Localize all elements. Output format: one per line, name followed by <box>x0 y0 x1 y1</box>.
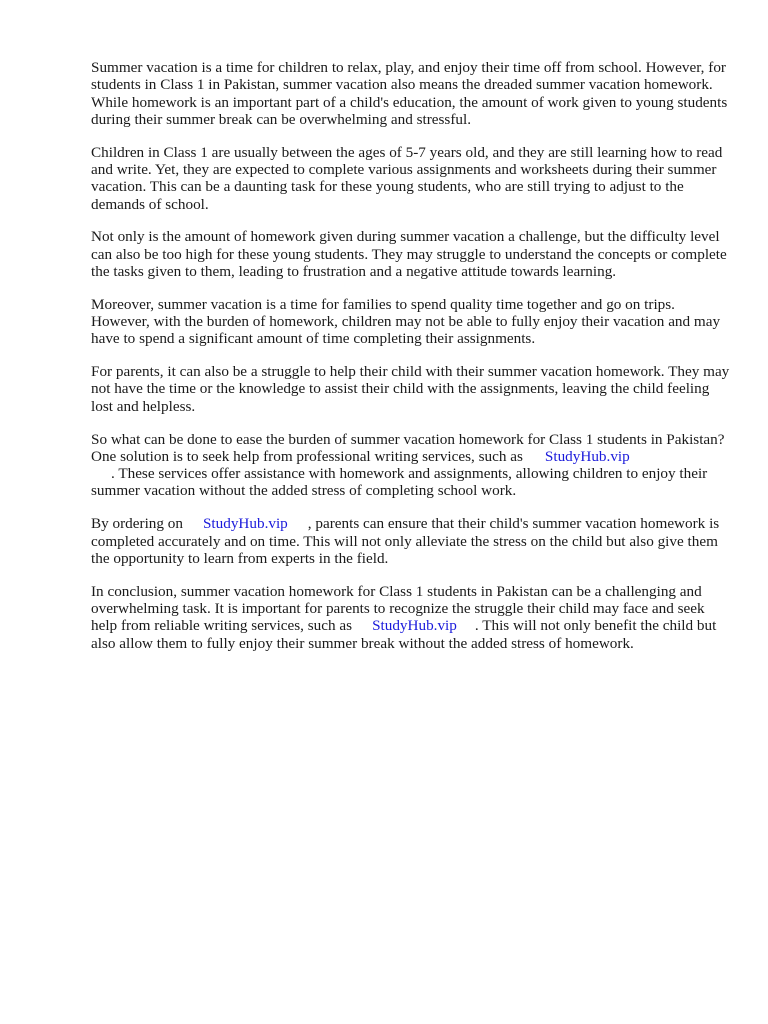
paragraph-7-text-before: By ordering on <box>91 515 183 533</box>
paragraph-7 <box>91 515 731 567</box>
studyhub-link-2[interactable]: StudyHub.vip <box>202 515 288 533</box>
studyhub-link-3[interactable]: StudyHub.vip <box>372 617 457 635</box>
paragraph-8-text-after: . This will not only benefit the child but also allow them to fully enjoy their summer break without the added stress of homework. <box>91 617 717 652</box>
paragraph-3: Not only is the amount of homework given during summer vacation a challenge, but the difficulty level can also be too high for these young students. They may struggle to understand the concepts or complete the tasks given to them, leading to frustration and a negative attitude towards learning. <box>91 228 727 280</box>
paragraph-6-text-after: . These services offer assistance with homework and assignments, allowing children to enjoy their summer vacation without the added stress of completing school work. <box>91 465 708 500</box>
paragraph-7-text-after: , parents can ensure that their child's summer vacation homework is completed accurately and on time. This will not only alleviate the stress on the child but also give them the opportunity to learn from experts in the field. <box>91 515 720 567</box>
paragraph-8-text-before: In conclusion, summer vacation homework for Class 1 students in Pakistan can be a challenging and overwhelming task. It is important for parents to recognize the struggle their child may face and seek help from reliable writing services, such as <box>91 582 705 635</box>
paragraph-1: Summer vacation is a time for children to relax, play, and enjoy their time off from school. However, for students in Class 1 in Pakistan, summer vacation also means the dreaded summer vacation homework. While homework is an important part of a child's education, the amount of work given to young students during their summer break can be overwhelming and stressful. <box>91 59 728 128</box>
paragraph-8 <box>91 583 731 652</box>
studyhub-link-1[interactable]: StudyHub.vip <box>544 447 630 465</box>
document-body <box>91 59 731 667</box>
paragraph-4: Moreover, summer vacation is a time for families to spend quality time together and go on trips. However, with the burden of homework, children may not be able to fully enjoy their vacation and may have to spend a significant amount of time completing their assignments. <box>91 295 721 348</box>
paragraph-5: For parents, it can also be a struggle to help their child with their summer vacation homework. They may not have the time or the knowledge to assist their child with the assignments, leaving the child feeling lost and helpless. <box>91 363 730 415</box>
paragraph-2: Children in Class 1 are usually between the ages of 5-7 years old, and they are still learning how to read and write. Yet, they are expected to complete various assignments and worksheets during their summer vacation. This can be a daunting task for these young students, who are still trying to adjust to the demands of school. <box>91 143 723 213</box>
paragraph-6-text-before: So what can be done to ease the burden of summer vacation homework for Class 1 students in Pakistan? One solution is to seek help from professional writing services, such as <box>91 430 725 465</box>
paragraph-6 <box>91 431 731 500</box>
